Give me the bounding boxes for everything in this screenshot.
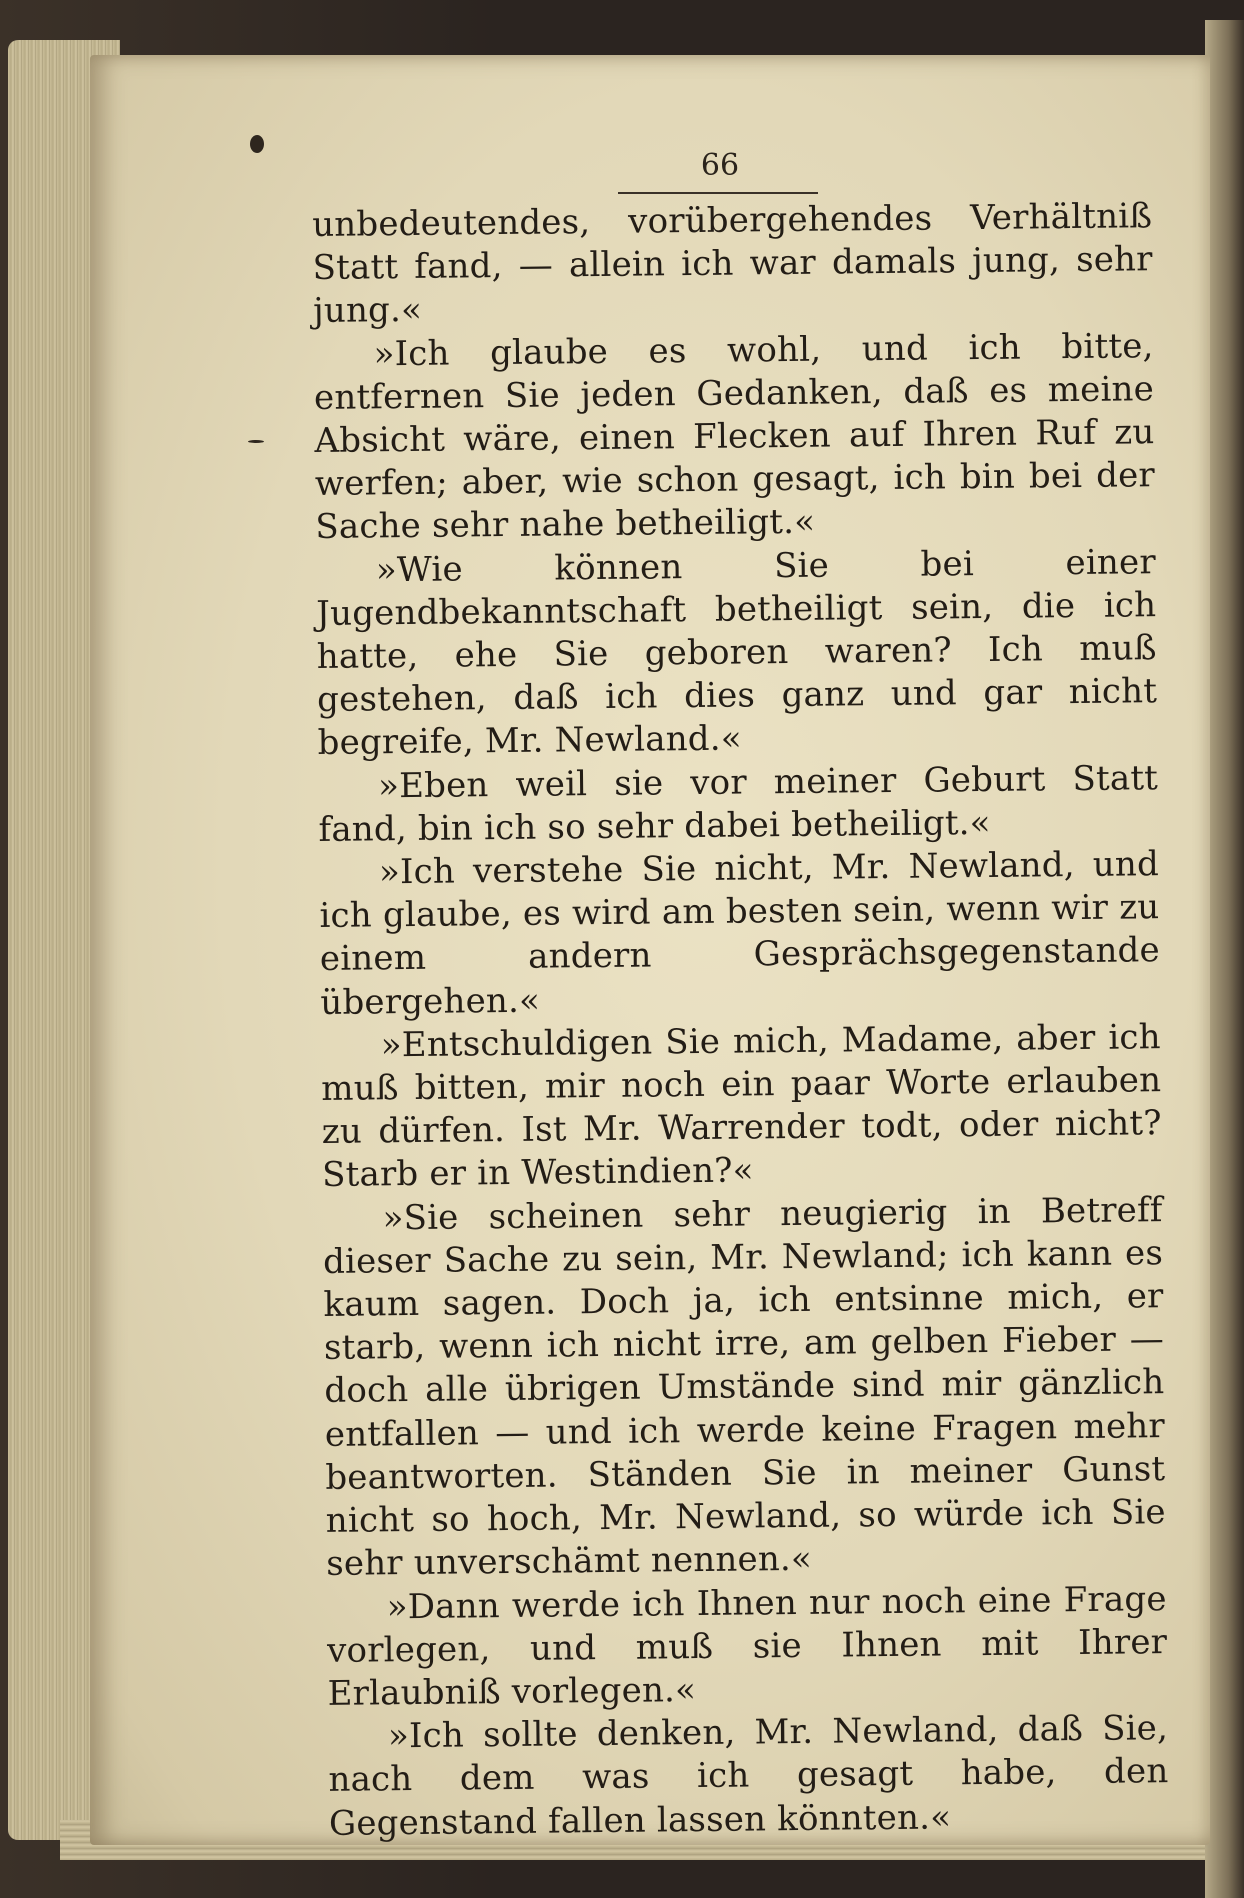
ink-spot — [248, 440, 264, 443]
page-number: 66 — [700, 148, 740, 183]
paragraph: »Entschuldigen Sie mich, Madame, aber ich muß bitten, mir noch ein paar Worte erlauben zu dürfen. Ist Mr. Warrender todt, oder nicht? Starb er in Westindien?« — [321, 1017, 1162, 1196]
paragraph: »Ich verstehe Sie nicht, Mr. Newland, und ich glaube, es wird am besten sein, wenn wir zu einem andern Gesprächsgegenstande übergehen.« — [319, 844, 1161, 1023]
paragraph: »Ich sollte denken, Mr. Newland, daß Sie, nach dem was ich gesagt habe, den Gegenstand fallen lassen könnten.« — [328, 1708, 1169, 1844]
body-text — [312, 195, 1169, 1845]
paragraph: »Eben weil sie vor meiner Geburt Statt fand, bin ich so sehr dabei betheiligt.« — [318, 757, 1159, 850]
paragraph: »Sie scheinen sehr neugierig in Betreff dieser Sache zu sein, Mr. Newland; ich kann es kaum sagen. Doch ja, ich entsinne mich, er starb, wenn ich nicht irre, am gelben Fieber — doch alle übrigen Umstände sind mir gänzlich entfallen — und ich werde keine Fragen mehr beantworten. Ständen Sie in meiner Gunst nicht so hoch, Mr. Newland, so würde ich Sie sehr unverschämt nennen.« — [322, 1189, 1166, 1585]
header-rule — [618, 192, 818, 194]
paragraph: »Ich glaube es wohl, und ich bitte, entfernen Sie jeden Gedanken, daß es meine Absicht wäre, einen Flecken auf Ihren Ruf zu werfen; aber, wie schon gesagt, ich bin bei der Sache sehr nahe betheiligt.« — [313, 325, 1156, 548]
paragraph: »Dann werde ich Ihnen nur noch eine Frage vorlegen, und muß sie Ihnen mit Ihrer Erlaubniß vorlegen.« — [326, 1578, 1168, 1714]
ink-spot — [250, 135, 264, 153]
paragraph: »Wie können Sie bei einer Jugendbekanntschaft betheiligt sein, die ich hatte, ehe Sie geboren waren? Ich muß gestehen, daß ich dies ganz und gar nicht begreife, Mr. Newland.« — [316, 541, 1158, 764]
paragraph: unbedeutendes, vorübergehendes Verhältniß Statt fand, — allein ich war damals jung, sehr jung.« — [312, 196, 1153, 332]
right-page-edge — [1205, 20, 1244, 1898]
